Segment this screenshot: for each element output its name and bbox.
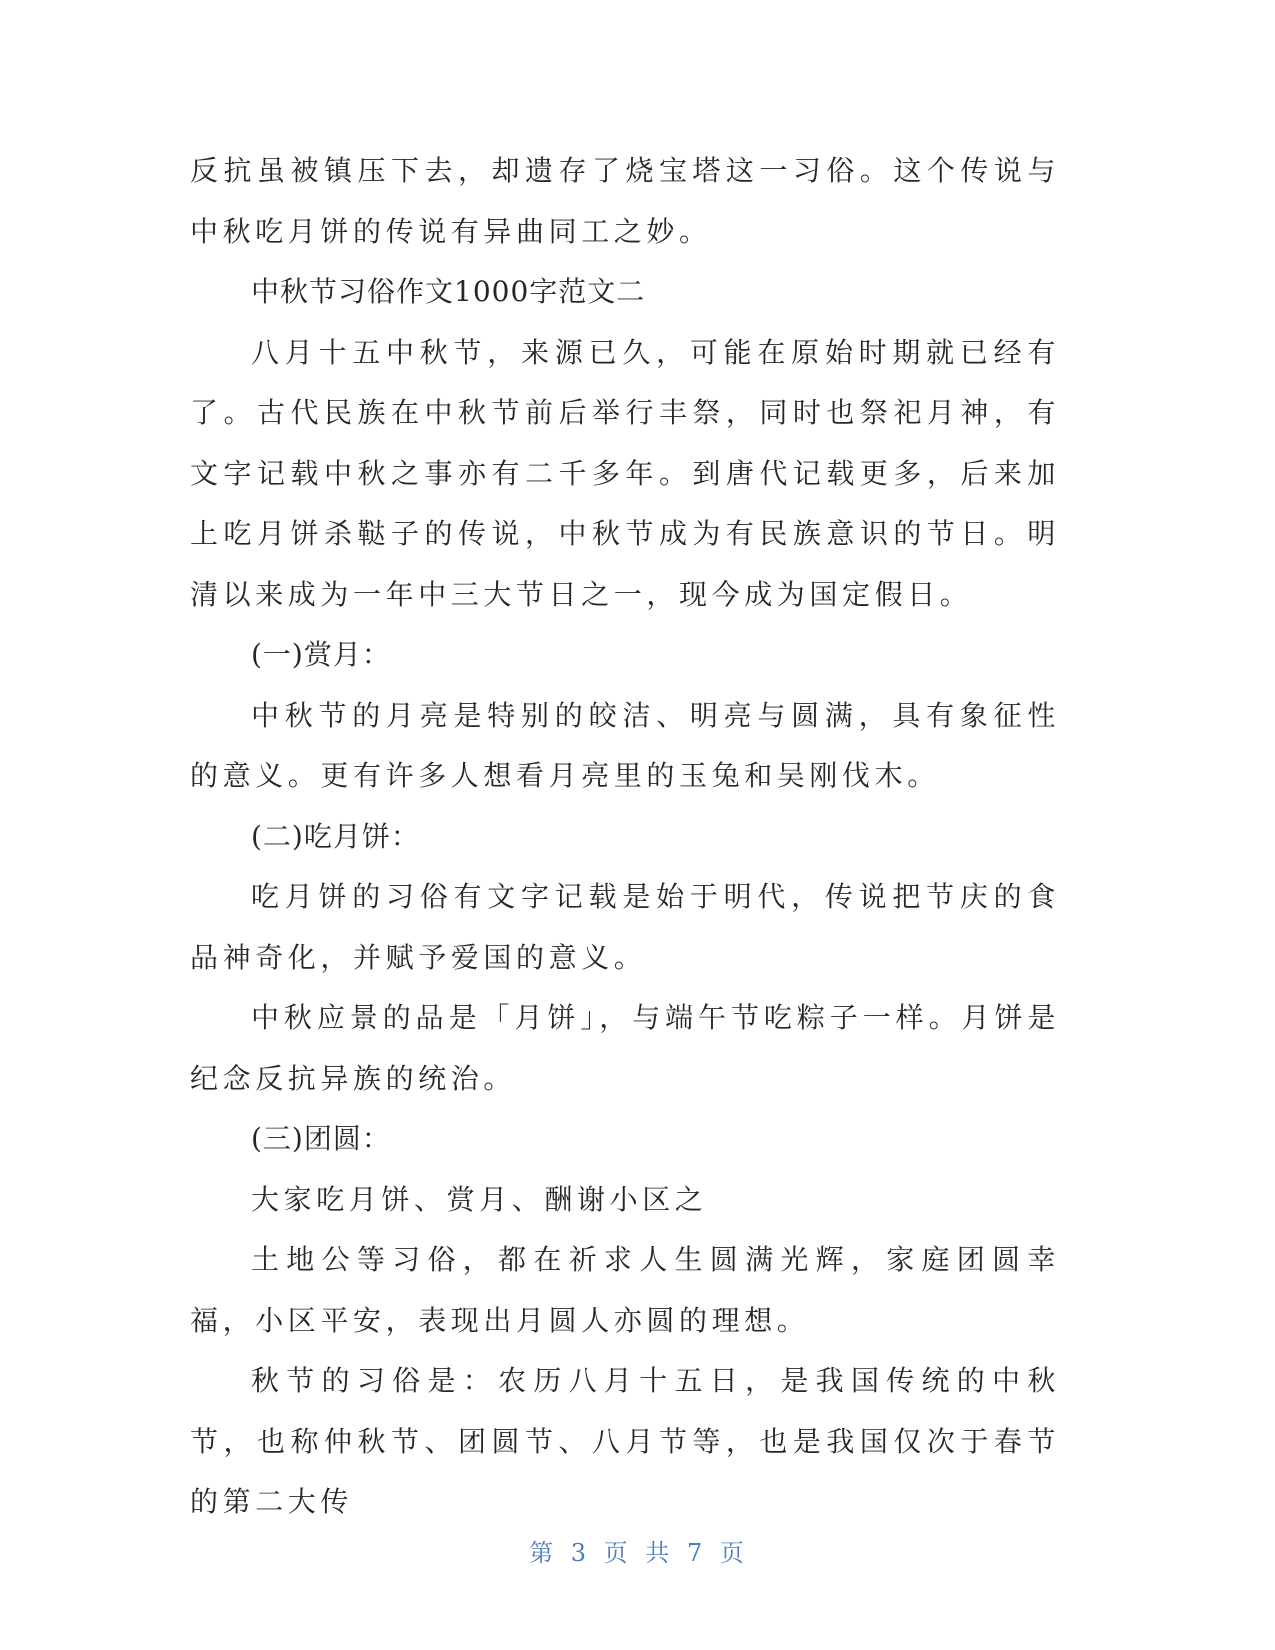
paragraph-10: 大家吃月饼、赏月、酬谢小区之 xyxy=(251,1182,708,1216)
page-number-footer: 第 3 页 共 7 页 xyxy=(529,1539,746,1567)
section-heading: 中秋节习俗作文1000字范文二 xyxy=(251,275,646,308)
subheading-moon-viewing: (一)赏月： xyxy=(251,638,391,671)
paragraph-11: 土地公等习俗，都在祈求人生圆满光辉，家庭团圆幸福，小区平安，表现出月圆人亦圆的理想。 xyxy=(190,1243,1060,1337)
paragraph-7: 吃月饼的习俗有文字记载是始于明代，传说把节庆的食品神奇化，并赋予爱国的意义。 xyxy=(190,880,1060,974)
paragraph-12: 秋节的习俗是：农历八月十五日，是我国传统的中秋节，也称仲秋节、团圆节、八月节等，也是我国仅次于春节的第二大传 xyxy=(190,1364,1060,1518)
paragraph-3: 八月十五中秋节，来源已久，可能在原始时期就已经有了。古代民族在中秋节前后举行丰祭，同时也祭祀月神，有文字记载中秋之事亦有二千多年。到唐代记载更多，后来加上吃月饼杀鞑子的传说，中秋节成为有民族意识的节日。明清以来成为一年中三大节日之一，现今成为国定假日。 xyxy=(190,335,1060,611)
paragraph-1: 反抗虽被镇压下去，却遗存了烧宝塔这一习俗。这个传说与中秋吃月饼的传说有异曲同工之妙。 xyxy=(190,154,1060,248)
subheading-mooncake: (二)吃月饼： xyxy=(251,819,420,853)
paragraph-5: 中秋节的月亮是特别的皎洁、明亮与圆满，具有象征性的意义。更有许多人想看月亮里的玉兔和吴刚伐木。 xyxy=(190,698,1060,792)
paragraph-8: 中秋应景的品是「月饼」，与端午节吃粽子一样。月饼是纪念反抗异族的统治。 xyxy=(190,1001,1060,1095)
document-body xyxy=(190,141,1060,1533)
subheading-reunion: (三)团圆： xyxy=(251,1122,391,1155)
